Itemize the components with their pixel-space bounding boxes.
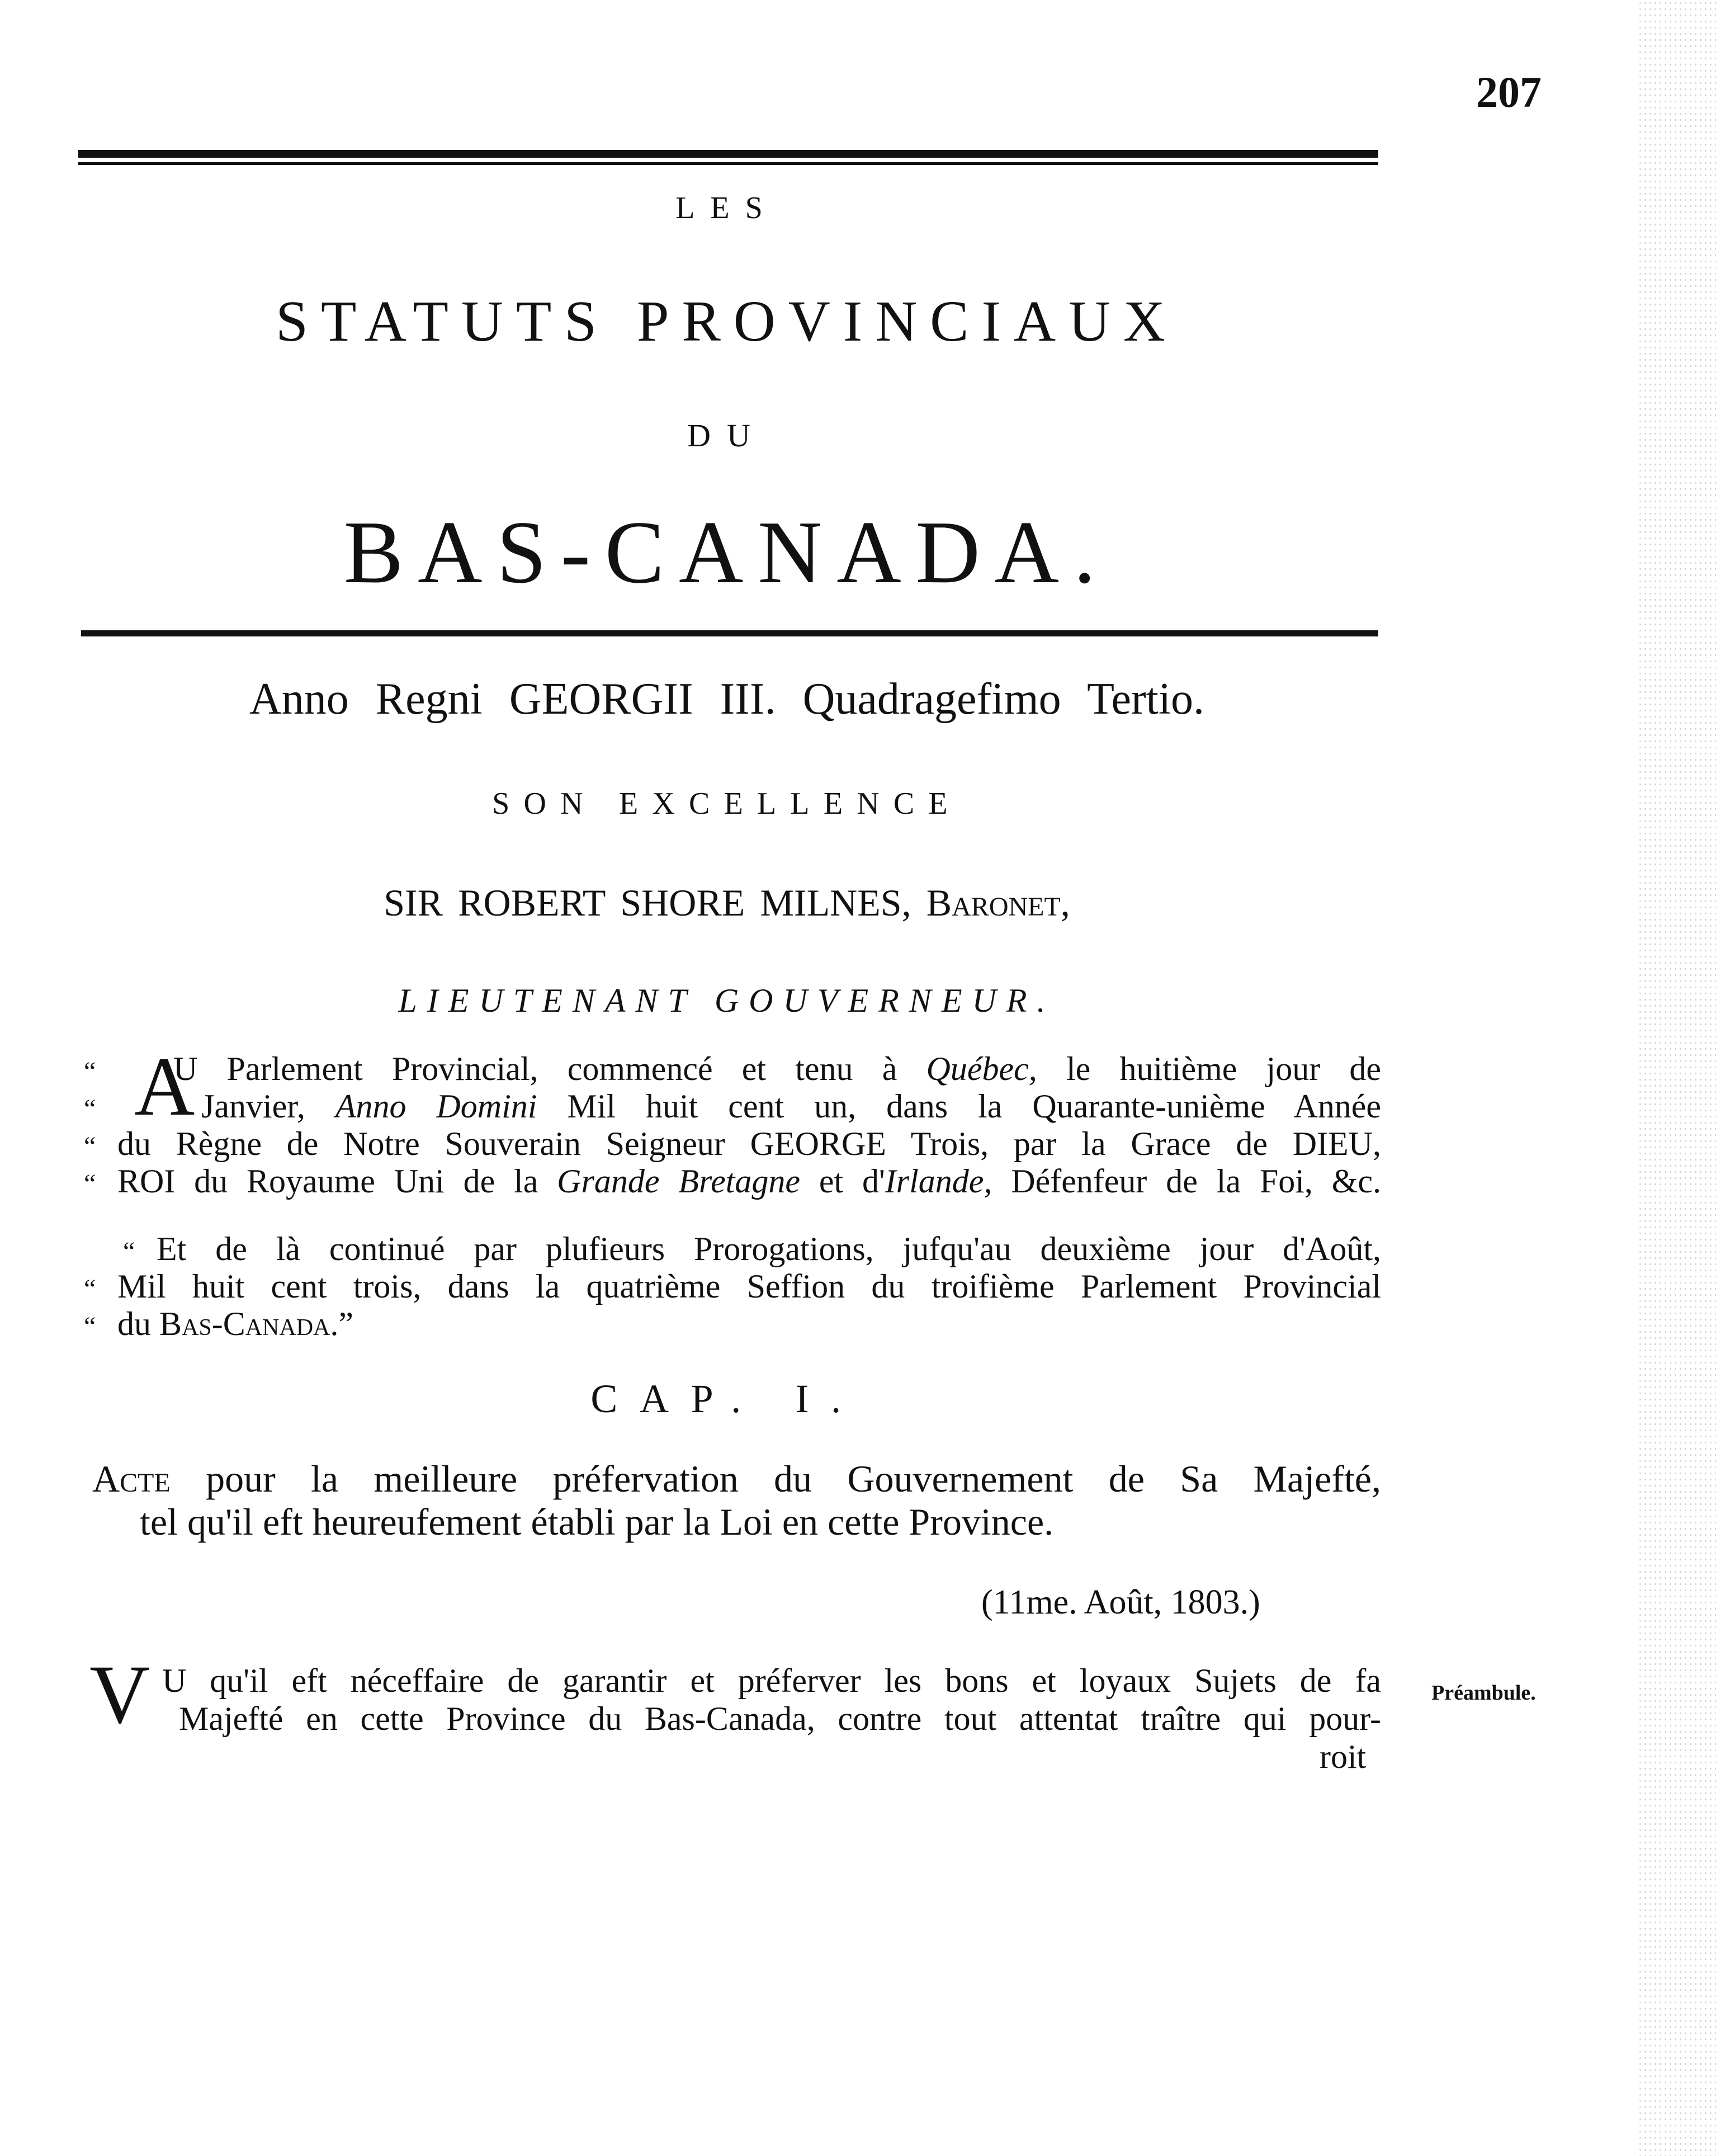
header-du: DU bbox=[687, 417, 767, 454]
anno-regni-line: Anno Regni GEORGII III. Quadragefimo Tertio. bbox=[249, 674, 1205, 724]
act-title-line-2: tel qu'il eft heureufement établi par la Loi en cette Province. bbox=[140, 1501, 1054, 1543]
page-number: 207 bbox=[1476, 68, 1542, 116]
session-line-2: “ Janvier, Anno Domini Mil huit cent un, dans la Quarante-unième Année bbox=[84, 1088, 1382, 1125]
continuation-line-1: “ Et de là continué par plufieurs Prorogations, jufqu'au deuxième jour d'Août, bbox=[123, 1230, 1381, 1267]
top-rule-thick bbox=[78, 150, 1378, 158]
header-province: BAS-CANADA. bbox=[343, 502, 1110, 602]
session-line-1: “ U Parlement Provincial, commencé et tenu à Québec, le huitième jour de bbox=[84, 1050, 1381, 1090]
body-line-1: U qu'il eft néceffaire de garantir et préferver les bons et loyaux Sujets de fa bbox=[162, 1662, 1381, 1699]
session-line-3: “ du Règne de Notre Souverain Seigneur GEORGE Trois, par la Grace de DIEU, bbox=[84, 1125, 1381, 1162]
son-excellence: SON EXCELLENCE bbox=[492, 786, 962, 821]
top-rule-thin bbox=[78, 162, 1378, 165]
header-title: STATUTS PROVINCIAUX bbox=[276, 289, 1178, 353]
session-line-4: “ ROI du Royaume Uni de la Grande Bretagne et d'Irlande, Défenfeur de la Foi, &c. bbox=[84, 1163, 1381, 1200]
act-date: (11me. Août, 1803.) bbox=[981, 1583, 1260, 1621]
continuation-line-3: “ du Bas-Canada.” bbox=[84, 1305, 354, 1342]
scan-edge-noise bbox=[1638, 0, 1716, 2156]
body-dropcap: V bbox=[89, 1648, 150, 1741]
continuation-line-2: “ Mil huit cent trois, dans la quatrième Seffion du troifième Parlement Provincial bbox=[84, 1268, 1381, 1305]
margin-note: Préambule. bbox=[1431, 1681, 1536, 1705]
chapter-heading: CAP. I. bbox=[590, 1376, 863, 1421]
quote-mark: “ bbox=[84, 1056, 96, 1086]
session-dropcap: A bbox=[134, 1040, 195, 1133]
body-line-2: Majefté en cette Province du Bas-Canada, contre tout attentat traître qui pour- bbox=[179, 1700, 1381, 1737]
governor-line bbox=[78, 881, 1375, 925]
governor-title: Baronet, bbox=[926, 881, 1070, 924]
title-rule bbox=[81, 630, 1378, 636]
body-line-3: roit bbox=[1320, 1738, 1367, 1775]
governor-name: SIR ROBERT SHORE MILNES, bbox=[384, 881, 911, 924]
header-les: LES bbox=[675, 191, 778, 225]
acte-word: Acte bbox=[92, 1457, 171, 1500]
lieutenant-gouverneur: LIEUTENANT GOUVERNEUR. bbox=[398, 982, 1056, 1019]
act-title-line-1: Acte pour la meilleure préfervation du Gouvernement de Sa Majefté, bbox=[92, 1457, 1381, 1500]
